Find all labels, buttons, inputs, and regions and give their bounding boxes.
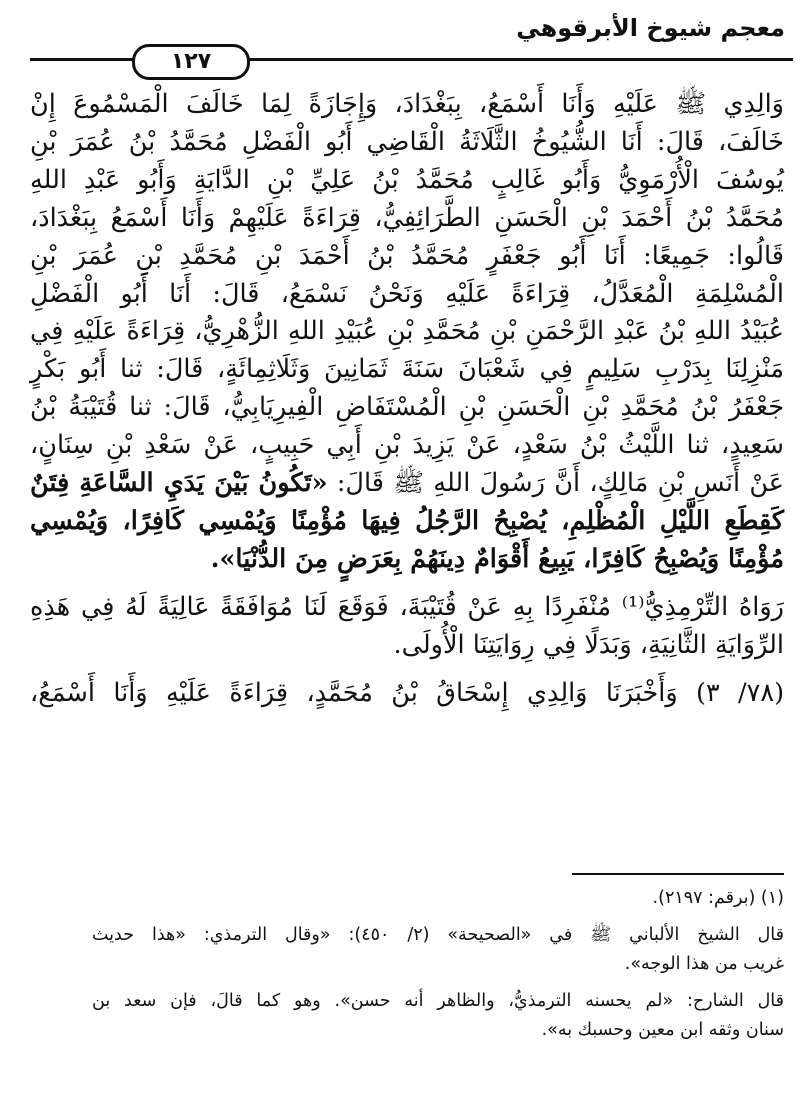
- footnote-line: غريب من هذا الوجه».: [624, 954, 784, 974]
- riwayah-line: رَوَاهُ التِّرْمِذِيُّ⁽¹⁾ مُنْفَرِدًا بِهِ عَنْ قُتَيْبَةَ، فَوَقَعَ لَنَا مُوَافَقَةً عَالِيَةً لَهُ فِي هَذِهِ: [30, 591, 784, 622]
- footnote-gap: [92, 913, 784, 921]
- text-line: جَعْفَرُ بْنُ مُحَمَّدِ بْنِ الْحَسَنِ بْنِ الْمُسْتَفَاضِ الْفِيرِيَابِيُّ، قَالَ: ثنا قُتَيْبَةُ بْنُ: [30, 392, 784, 423]
- footnote-line: قال الشارح: «لم يحسنه الترمذيُّ، والظاهر أنه حسن». وهو كما قالَ، فإن سعد بن: [92, 991, 784, 1011]
- text-line: وَالِدِي ﷺ عَلَيْهِ وَأَنَا أَسْمَعُ، بِبَغْدَادَ، وَإِجَازَةً لِمَا خَالَفَ الْمَسْمُوعَ إِنْ: [30, 89, 784, 119]
- hadith-line: كَقِطَعِ اللَّيْلِ الْمُظْلِمِ، يُصْبِحُ الرَّجُلُ فِيهَا مُؤْمِنًا وَيُمْسِي كَافِرًا، وَيُمْسِي: [30, 505, 784, 536]
- book-title: معجم شيوخ الأبرقوهي: [516, 14, 785, 42]
- text-line: عُبَيْدُ اللهِ بْنُ عَبْدِ الرَّحْمَنِ بْنِ مُحَمَّدِ بْنِ عُبَيْدِ اللهِ الزُّهْرِيُّ، قِرَاءَةً عَلَيْهِ فِي: [30, 316, 784, 347]
- riwayah-line: الرِّوَايَةِ الثَّانِيَةِ، وَبَدَلًا فِي رِوَايَتِنَا الْأُولَى.: [393, 629, 784, 660]
- footnote-reference: (١) (برقم: ٢١٩٧).: [652, 888, 784, 908]
- footnote-line: قال الشيخ الألباني ﷺ في «الصحيحة» (٢/ ٤٥٠): «وقال الترمذي: «هذا حديث: [92, 925, 785, 945]
- page-number: ١٢٧: [132, 44, 250, 80]
- paragraph-gap: [30, 665, 784, 675]
- next-entry-line: (٧٨/ ٣) وَأَخْبَرَنَا وَالِدِي إِسْحَاقُ بْنُ مُحَمَّدٍ، قِرَاءَةً عَلَيْهِ وَأَنَا أَسْمَعُ،: [30, 677, 785, 708]
- main-text: [30, 86, 784, 713]
- footnote-separator: [572, 873, 784, 875]
- text-line: خَالَفَ، قَالَ: أَنَا الشُّيُوخُ الثَّلَاثَةُ الْقَاضِي أَبُو الْفَضْلِ مُحَمَّدُ بْنُ عُمَرَ بْنِ: [30, 126, 784, 157]
- footnotes: [92, 884, 784, 1045]
- text-line: مَنْزِلِنَا بِدَرْبِ سَلِيمٍ فِي شَعْبَانَ سَنَةَ ثَمَانِينَ وَثَلَاثِمِائَةٍ، قَالَ: ثنا أَبُو بَكْرٍ: [30, 354, 784, 385]
- text-line: مُحَمَّدُ بْنُ أَحْمَدَ بْنِ الْحَسَنِ الطَّرَائِفِيُّ، قِرَاءَةً عَلَيْهِمْ وَأَنَا أَسْمَعُ بِبَغْدَادَ،: [30, 202, 784, 233]
- page-header: [0, 0, 807, 74]
- narration-chain-end: عَنْ أَنَسِ بْنِ مَالِكٍ، أَنَّ رَسُولَ اللهِ ﷺ قَالَ:: [336, 468, 785, 499]
- text-line: سَعِيدٍ، ثنا اللَّيْثُ بْنُ سَعْدٍ، عَنْ يَزِيدَ بْنِ أَبِي حَبِيبٍ، عَنْ سَعْدِ بْنِ سِنَانٍ،: [30, 430, 784, 461]
- paragraph-gap: [30, 579, 784, 589]
- text-line: الْمُسْلِمَةِ الْمُعَدَّلُ، قِرَاءَةً عَلَيْهِ وَنَحْنُ نَسْمَعُ، قَالَ: أَنَا أَبُو الْفَضْلِ: [30, 278, 784, 309]
- hadith-opening: «تَكُونُ بَيْنَ يَدَيِ السَّاعَةِ فِتَنٌ: [30, 468, 328, 499]
- text-line: قَالُوا: جَمِيعًا: أَنَا أَبُو جَعْفَرٍ مُحَمَّدُ بْنُ أَحْمَدَ بْنِ مُحَمَّدِ بْنِ عُمَرَ بْنِ: [30, 240, 784, 271]
- hadith-line: مُؤْمِنًا وَيُصْبِحُ كَافِرًا، يَبِيعُ أَقْوَامٌ دِينَهُمْ بِعَرَضٍ مِنَ الدُّنْيَا».: [210, 543, 784, 574]
- footnote-gap: [92, 979, 784, 987]
- text-line: يُوسُفَ الْأُرْمَوِيُّ وَأَبُو غَالِبٍ مُحَمَّدُ بْنُ عَلِيِّ بْنِ الدَّايَةِ وَأَبُو عَبْدِ اللهِ: [30, 164, 784, 195]
- hadith-intro-line: [30, 465, 784, 503]
- footnote-line: سنان وثقه ابن معين وحسبك به».: [541, 1020, 784, 1040]
